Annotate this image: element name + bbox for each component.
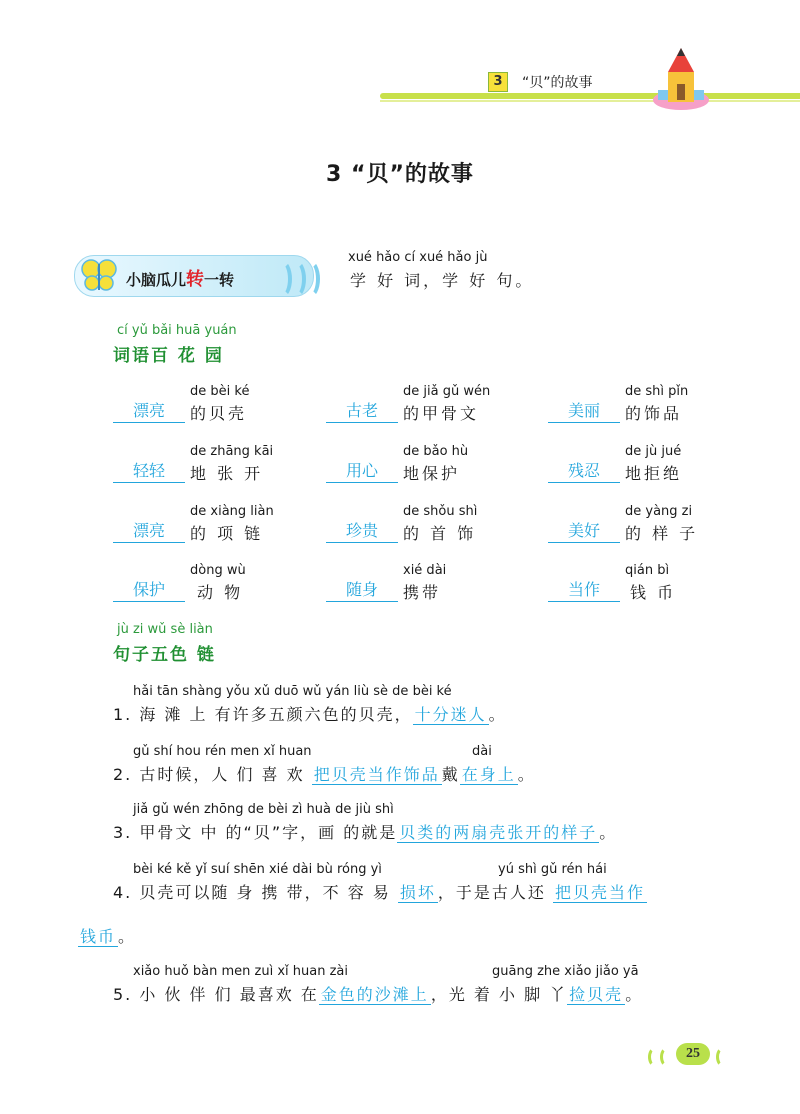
word-text: 地保护 [403, 464, 461, 483]
word-answer: 漂亮 [113, 520, 185, 543]
word-pinyin: de zhāng kāi [190, 444, 274, 459]
word-text: 地 张 开 [190, 464, 264, 483]
sentence-text: 4. 贝壳可以随 身 携 带，不 容 易 [113, 883, 398, 902]
word-pinyin: xié dài [403, 563, 447, 578]
badge-part-1: 小脑瓜儿 [126, 271, 187, 289]
sentence3-pinyin: jiǎ gǔ wén zhōng de bèi zì huà de jiù shì [133, 802, 394, 817]
word-answer: 当作 [548, 579, 620, 602]
sentence-answer: 十分迷人 [414, 705, 487, 724]
section2-pinyin: jù zi wǔ sè liàn [117, 622, 213, 637]
word-pinyin: de bǎo hù [403, 444, 469, 459]
word-answer: 美丽 [548, 400, 620, 423]
word-answer: 残忍 [548, 460, 620, 483]
sentence-4 [113, 880, 647, 903]
sentence5-pinyin-b: guāng zhe xiǎo jiǎo yā [492, 964, 639, 979]
word-pinyin: de bèi ké [190, 384, 250, 399]
sentence-end: 。 [488, 705, 507, 724]
word-text: 动 物 [197, 583, 244, 602]
word-text: 的 项 链 [190, 524, 264, 543]
sentence-text: 3. 甲骨文 中 的“贝”字，画 的就是 [113, 823, 398, 842]
word-pinyin: de shǒu shì [403, 504, 478, 519]
badge-part-3: 一转 [204, 271, 235, 289]
sentence-end: 。 [625, 985, 644, 1004]
section1-pinyin: cí yǔ bǎi huā yuán [117, 323, 237, 338]
word-pinyin: de xiàng liàn [190, 504, 274, 519]
intro-text: 学 好 词，学 好 句。 [350, 271, 535, 290]
header-band [380, 93, 800, 99]
sentence-answer: 钱币 [80, 927, 117, 946]
sentence1-pinyin: hǎi tān shàng yǒu xǔ duō wǔ yán liù sè de bèi ké [133, 684, 452, 699]
word-pinyin: de jiǎ gǔ wén [403, 384, 491, 399]
word-answer: 珍贵 [326, 520, 398, 543]
word-answer: 随身 [326, 579, 398, 602]
sentence5-pinyin-a: xiǎo huǒ bàn men zuì xǐ huan zài [133, 964, 349, 979]
sentence-answer: 把贝壳当作饰品 [313, 765, 440, 784]
header-band-shadow [380, 100, 800, 102]
sentence4-pinyin-b: yú shì gǔ rén hái [498, 862, 607, 877]
sentence-3 [113, 820, 617, 843]
word-text: 的甲骨文 [403, 404, 480, 423]
sentence4-pinyin-a: bèi ké kě yǐ suí shēn xié dài bù róng yì [133, 862, 382, 877]
word-answer: 漂亮 [113, 400, 185, 423]
word-text: 的 样 子 [625, 524, 699, 543]
sentence-mid: ，光 着 小 脚 丫 [430, 985, 568, 1004]
sentence-answer: 贝类的两扇壳张开的样子 [399, 823, 598, 842]
sentence2-pinyin-a: gǔ shí hou rén men xǐ huan [133, 744, 312, 759]
page-chevron-icon [660, 1047, 674, 1067]
sentence-answer: 损坏 [399, 883, 436, 902]
word-answer: 美好 [548, 520, 620, 543]
badge-label [126, 265, 234, 291]
word-text: 钱 币 [630, 583, 677, 602]
word-pinyin: qián bì [625, 563, 670, 578]
sentence-text: 5. 小 伙 伴 们 最喜欢 在 [113, 985, 319, 1004]
sentence-text: 1. 海 滩 上 有许多五颜六色的贝壳， [113, 705, 413, 724]
sentence-1 [113, 702, 507, 725]
word-text: 的贝壳 [190, 404, 248, 423]
sentence-end: 。 [517, 765, 536, 784]
sentence-5 [113, 982, 643, 1005]
sentence-answer: 捡贝壳 [569, 985, 624, 1004]
sentence-mid: ，于是古人还 [437, 883, 553, 902]
word-pinyin: de jù jué [625, 444, 682, 459]
sentence-answer: 在身上 [461, 765, 516, 784]
word-answer: 保护 [113, 579, 185, 602]
sentence-answer: 金色的沙滩上 [320, 985, 429, 1004]
header-lesson-title: “贝”的故事 [522, 75, 593, 91]
sentence-end: 。 [118, 927, 137, 946]
intro-pinyin: xué hǎo cí xué hǎo jù [348, 250, 488, 265]
word-answer: 用心 [326, 460, 398, 483]
sentence2-pinyin-b: dài [472, 744, 492, 759]
page-chevron-icon [716, 1047, 730, 1067]
butterfly-icon [80, 256, 118, 294]
word-answer: 古老 [326, 400, 398, 423]
page-title: 3 “贝”的故事 [326, 162, 474, 187]
word-text: 携带 [403, 583, 442, 602]
sentence-answer: 把贝壳当作 [554, 883, 645, 902]
badge-chevron-icon [300, 260, 320, 298]
sentence-text: 2. 古时候，人 们 喜 欢 [113, 765, 312, 784]
word-pinyin: de yàng zi [625, 504, 693, 519]
page-number: 25 [676, 1043, 710, 1065]
lesson-number-badge: 3 [488, 72, 508, 92]
badge-part-2: 转 [186, 269, 205, 290]
section2-heading: 句子五色 链 [113, 645, 216, 665]
word-answer: 轻轻 [113, 460, 185, 483]
word-pinyin: de shì pǐn [625, 384, 689, 399]
sentence-mid: 戴 [441, 765, 460, 784]
sentence-end: 。 [599, 823, 618, 842]
pencil-house-icon [650, 44, 712, 112]
sentence-2 [113, 762, 536, 785]
word-text: 的 首 饰 [403, 524, 477, 543]
section1-heading: 词语百 花 园 [113, 346, 224, 366]
word-text: 地拒绝 [625, 464, 683, 483]
word-pinyin: dòng wù [190, 563, 246, 578]
sentence-4-continued [78, 924, 136, 947]
word-text: 的饰品 [625, 404, 683, 423]
